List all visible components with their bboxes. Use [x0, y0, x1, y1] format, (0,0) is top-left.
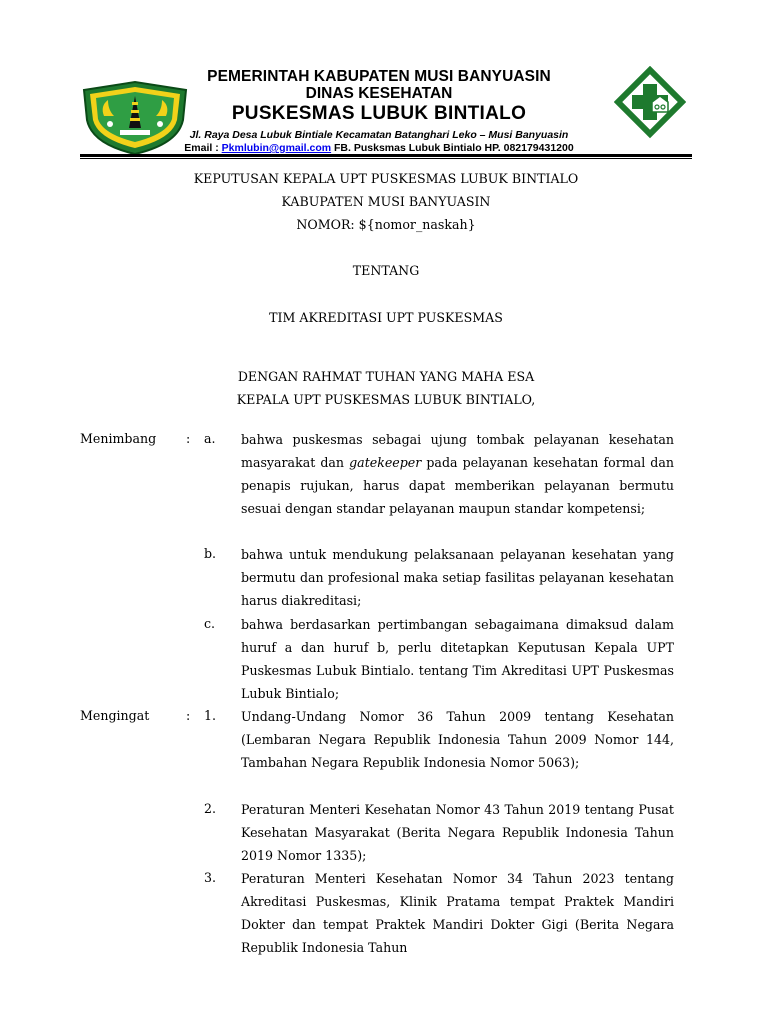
mengingat-item-1: Undang-Undang Nomor 36 Tahun 2009 tentang Kesehatan (Lembaran Negara Republik Indonesia Tahun 2009 Nomor 144, Tambahan Negara Republik Indonesia Nomor 5063);	[241, 709, 674, 770]
mengingat-item-2: Peraturan Menteri Kesehatan Nomor 43 Tahun 2019 tentang Pusat Kesehatan Masyarakat (Berita Negara Republik Indonesia Tahun 2019 Nomor 1335);	[241, 802, 674, 863]
letterhead-text	[160, 64, 598, 155]
mengingat-colon: :	[186, 708, 191, 723]
decree-number: NOMOR: ${nomor_naskah}	[296, 217, 476, 232]
contact-rest: FB. Pusksmas Lubuk Bintialo HP. 082179431200	[334, 142, 574, 154]
mengingat-item-3: Peraturan Menteri Kesehatan Nomor 34 Tahun 2023 tentang Akreditasi Puskesmas, Klinik Pratama tempat Praktek Mandiri Dokter dan tempat Praktek Mandiri Dokter Gigi (Berita Negara Republik Indonesia Tahun	[241, 871, 674, 955]
tentang-heading: TENTANG	[352, 263, 420, 278]
mengingat-label: Mengingat	[80, 708, 150, 723]
menimbang-item-b: bahwa untuk mendukung pelaksanaan pelayanan kesehatan yang bermutu dan profesional maka setiap fasilitas pelayanan kesehatan harus diakreditasi;	[241, 547, 674, 608]
decree-region: KABUPATEN MUSI BANYUASIN	[281, 194, 491, 209]
gatekeeper-term: gatekeeper	[349, 455, 422, 470]
puskesmas-name: PUSKESMAS LUBUK BINTIALO	[231, 103, 527, 124]
government-name: PEMERINTAH KABUPATEN MUSI BANYUASIN	[207, 68, 551, 85]
decree-title: KEPUTUSAN KEPALA UPT PUSKESMAS LUBUK BINTIALO	[193, 171, 579, 186]
menimbang-label: Menimbang	[80, 431, 157, 446]
address-line: Jl. Raya Desa Lubuk Bintiale Kecamatan Batanghari Leko – Musi Banyuasin	[189, 129, 569, 141]
puskesmas-cross-logo-icon	[614, 66, 686, 146]
letterhead-divider-thin	[80, 158, 692, 159]
menimbang-item-a: bahwa puskesmas sebagai ujung tombak pelayanan kesehatan masyarakat dan gatekeeper pada pelayanan kesehatan formal dan penapis rujukan, harus dapat memberikan pelayanan bermutu sesuai dengan standar pelayanan maupun standar kompetensi;	[241, 432, 674, 516]
opening-line-1: DENGAN RAHMAT TUHAN YANG MAHA ESA	[237, 369, 535, 384]
mengingat-marker-3: 3.	[204, 870, 217, 885]
menimbang-colon: :	[186, 431, 191, 446]
decree-subject: TIM AKREDITASI UPT PUSKESMAS	[269, 310, 503, 325]
letterhead-divider-thick	[80, 154, 692, 157]
menimbang-marker-c: c.	[204, 616, 216, 631]
menimbang-marker-b: b.	[204, 546, 217, 561]
email-label: Email :	[184, 142, 219, 154]
mengingat-marker-1: 1.	[204, 708, 217, 723]
mengingat-marker-2: 2.	[204, 801, 217, 816]
department-name: DINAS KESEHATAN	[305, 85, 453, 102]
letterhead	[80, 64, 692, 160]
menimbang-marker-a: a.	[204, 431, 216, 446]
opening-line-2: KEPALA UPT PUSKESMAS LUBUK BINTIALO,	[236, 392, 536, 407]
email-link[interactable]: Pkmlubin@gmail.com	[221, 142, 332, 154]
menimbang-item-c: bahwa berdasarkan pertimbangan sebagaimana dimaksud dalam huruf a dan huruf b, perlu ditetapkan Keputusan Kepala UPT Puskesmas Lubuk Bintialo. tentang Tim Akreditasi UPT Puskesmas Lubuk Bintialo;	[241, 617, 674, 701]
